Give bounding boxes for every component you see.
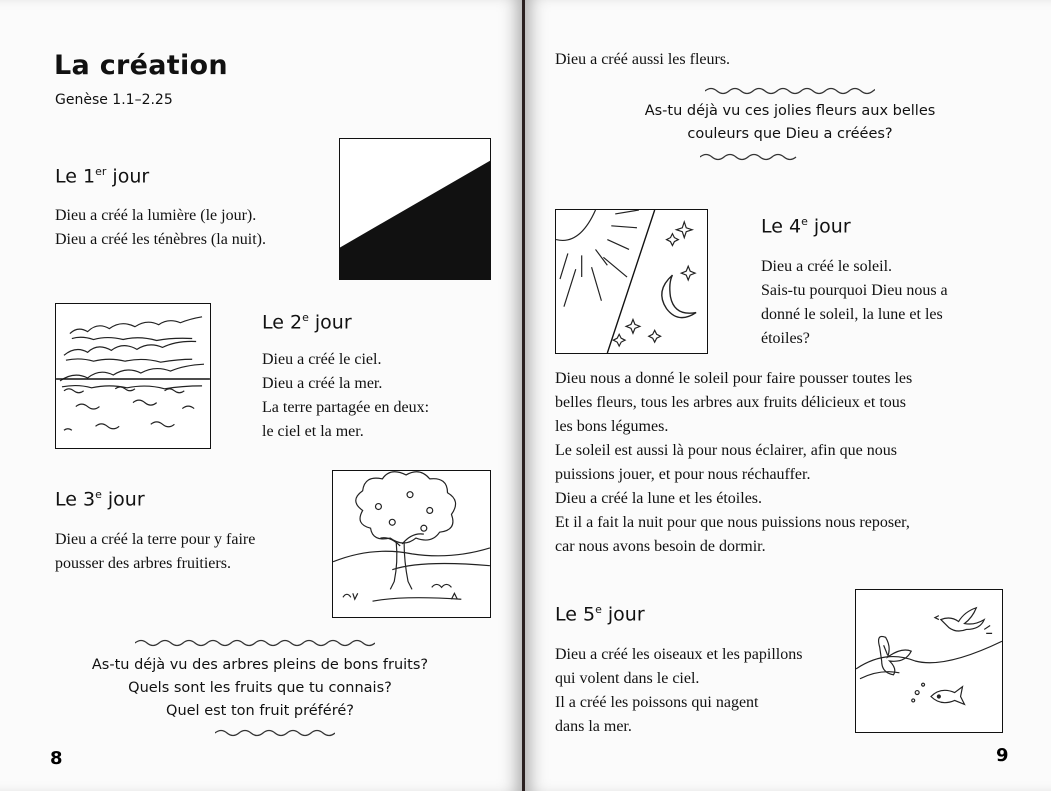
sky-sea-illustration [55, 303, 211, 449]
sun-moon-stars-illustration [555, 209, 708, 354]
day2-text [262, 348, 429, 444]
day4-heading-number: Le 4 [761, 215, 802, 238]
decorative-wave-divider [215, 728, 335, 738]
paragraph-line: car nous avons besoin de dormir. [555, 538, 766, 555]
day2-heading-sup: e [302, 311, 309, 324]
day1-text [55, 204, 266, 252]
day2-line: Dieu a créé le ciel. [262, 351, 382, 368]
day1-heading-word: jour [106, 165, 150, 188]
day5-line: dans la mer. [555, 718, 632, 735]
day2-line: le ciel et la mer. [262, 423, 364, 440]
day2-heading [262, 311, 352, 333]
day3-question [60, 654, 460, 723]
day1-heading-number: Le 1 [55, 165, 96, 188]
paragraph-line: les bons légumes. [555, 418, 669, 435]
day3-heading-sup: e [95, 488, 102, 501]
day4-line: donné le soleil, la lune et les [761, 306, 943, 323]
flowers-question [595, 100, 985, 146]
flowers-intro: Dieu a créé aussi les fleurs. [555, 51, 731, 68]
question-line: As-tu déjà vu ces jolies fleurs aux belles [644, 103, 936, 119]
day1-heading [55, 165, 149, 187]
paragraph-line: puissions jouer, et pour nous réchauffer. [555, 466, 811, 483]
day4-paragraph [555, 367, 912, 559]
day5-heading-word: jour [601, 603, 645, 626]
page-number: 8 [50, 748, 63, 769]
day4-heading [761, 215, 851, 237]
day4-heading-sup: e [801, 215, 808, 228]
light-darkness-illustration [339, 138, 491, 280]
decorative-wave-divider [700, 152, 800, 162]
day5-line: Dieu a créé les oiseaux et les papillons [555, 646, 803, 663]
page-title: La création [54, 50, 228, 81]
day5-heading [555, 603, 645, 625]
paragraph-line: Dieu a créé la lune et les étoiles. [555, 490, 763, 507]
day2-heading-word: jour [308, 311, 352, 334]
day3-heading-word: jour [101, 488, 145, 511]
day2-line: Dieu a créé la mer. [262, 375, 383, 392]
day5-line: Il a créé les poissons qui nagent [555, 694, 759, 711]
day1-line: Dieu a créé les ténèbres (la nuit). [55, 231, 267, 248]
day3-heading-number: Le 3 [55, 488, 96, 511]
birds-butterfly-fish-illustration [855, 589, 1003, 733]
day5-heading-sup: e [595, 603, 602, 616]
right-page [525, 0, 1051, 791]
left-page [0, 0, 522, 791]
day3-line: Dieu a créé la terre pour y faire [55, 531, 256, 548]
day1-line: Dieu a créé la lumière (le jour). [55, 207, 257, 224]
day4-line: Sais-tu pourquoi Dieu nous a [761, 282, 948, 299]
fruit-tree-illustration [332, 470, 491, 618]
decorative-wave-divider [135, 638, 375, 648]
day4-heading-word: jour [807, 215, 851, 238]
day2-line: La terre partagée en deux: [262, 399, 430, 416]
day5-text [555, 643, 802, 739]
paragraph-line: Et il a fait la nuit pour que nous puissions nous reposer, [555, 514, 910, 531]
day4-line: Dieu a créé le soleil. [761, 258, 893, 275]
day3-heading [55, 488, 145, 510]
question-line: couleurs que Dieu a créées? [687, 126, 893, 142]
paragraph-line: Dieu nous a donné le soleil pour faire pousser toutes les [555, 370, 913, 387]
day5-heading-number: Le 5 [555, 603, 596, 626]
day1-heading-sup: er [95, 165, 107, 178]
scripture-reference: Genèse 1.1–2.25 [55, 92, 173, 108]
day3-line: pousser des arbres fruitiers. [55, 555, 231, 572]
decorative-wave-divider [705, 86, 875, 96]
question-line: Quel est ton fruit préféré? [166, 703, 354, 719]
paragraph-line: Le soleil est aussi là pour nous éclairer, afin que nous [555, 442, 897, 459]
day3-text [55, 528, 255, 576]
page-number: 9 [996, 745, 1009, 766]
paragraph-line: belles fleurs, tous les arbres aux fruits délicieux et tous [555, 394, 907, 411]
question-line: Quels sont les fruits que tu connais? [128, 680, 392, 696]
day4-text [761, 255, 948, 351]
day5-line: qui volent dans le ciel. [555, 670, 700, 687]
day2-heading-number: Le 2 [262, 311, 303, 334]
day4-line: étoiles? [761, 330, 810, 347]
question-line: As-tu déjà vu des arbres pleins de bons fruits? [91, 657, 429, 673]
